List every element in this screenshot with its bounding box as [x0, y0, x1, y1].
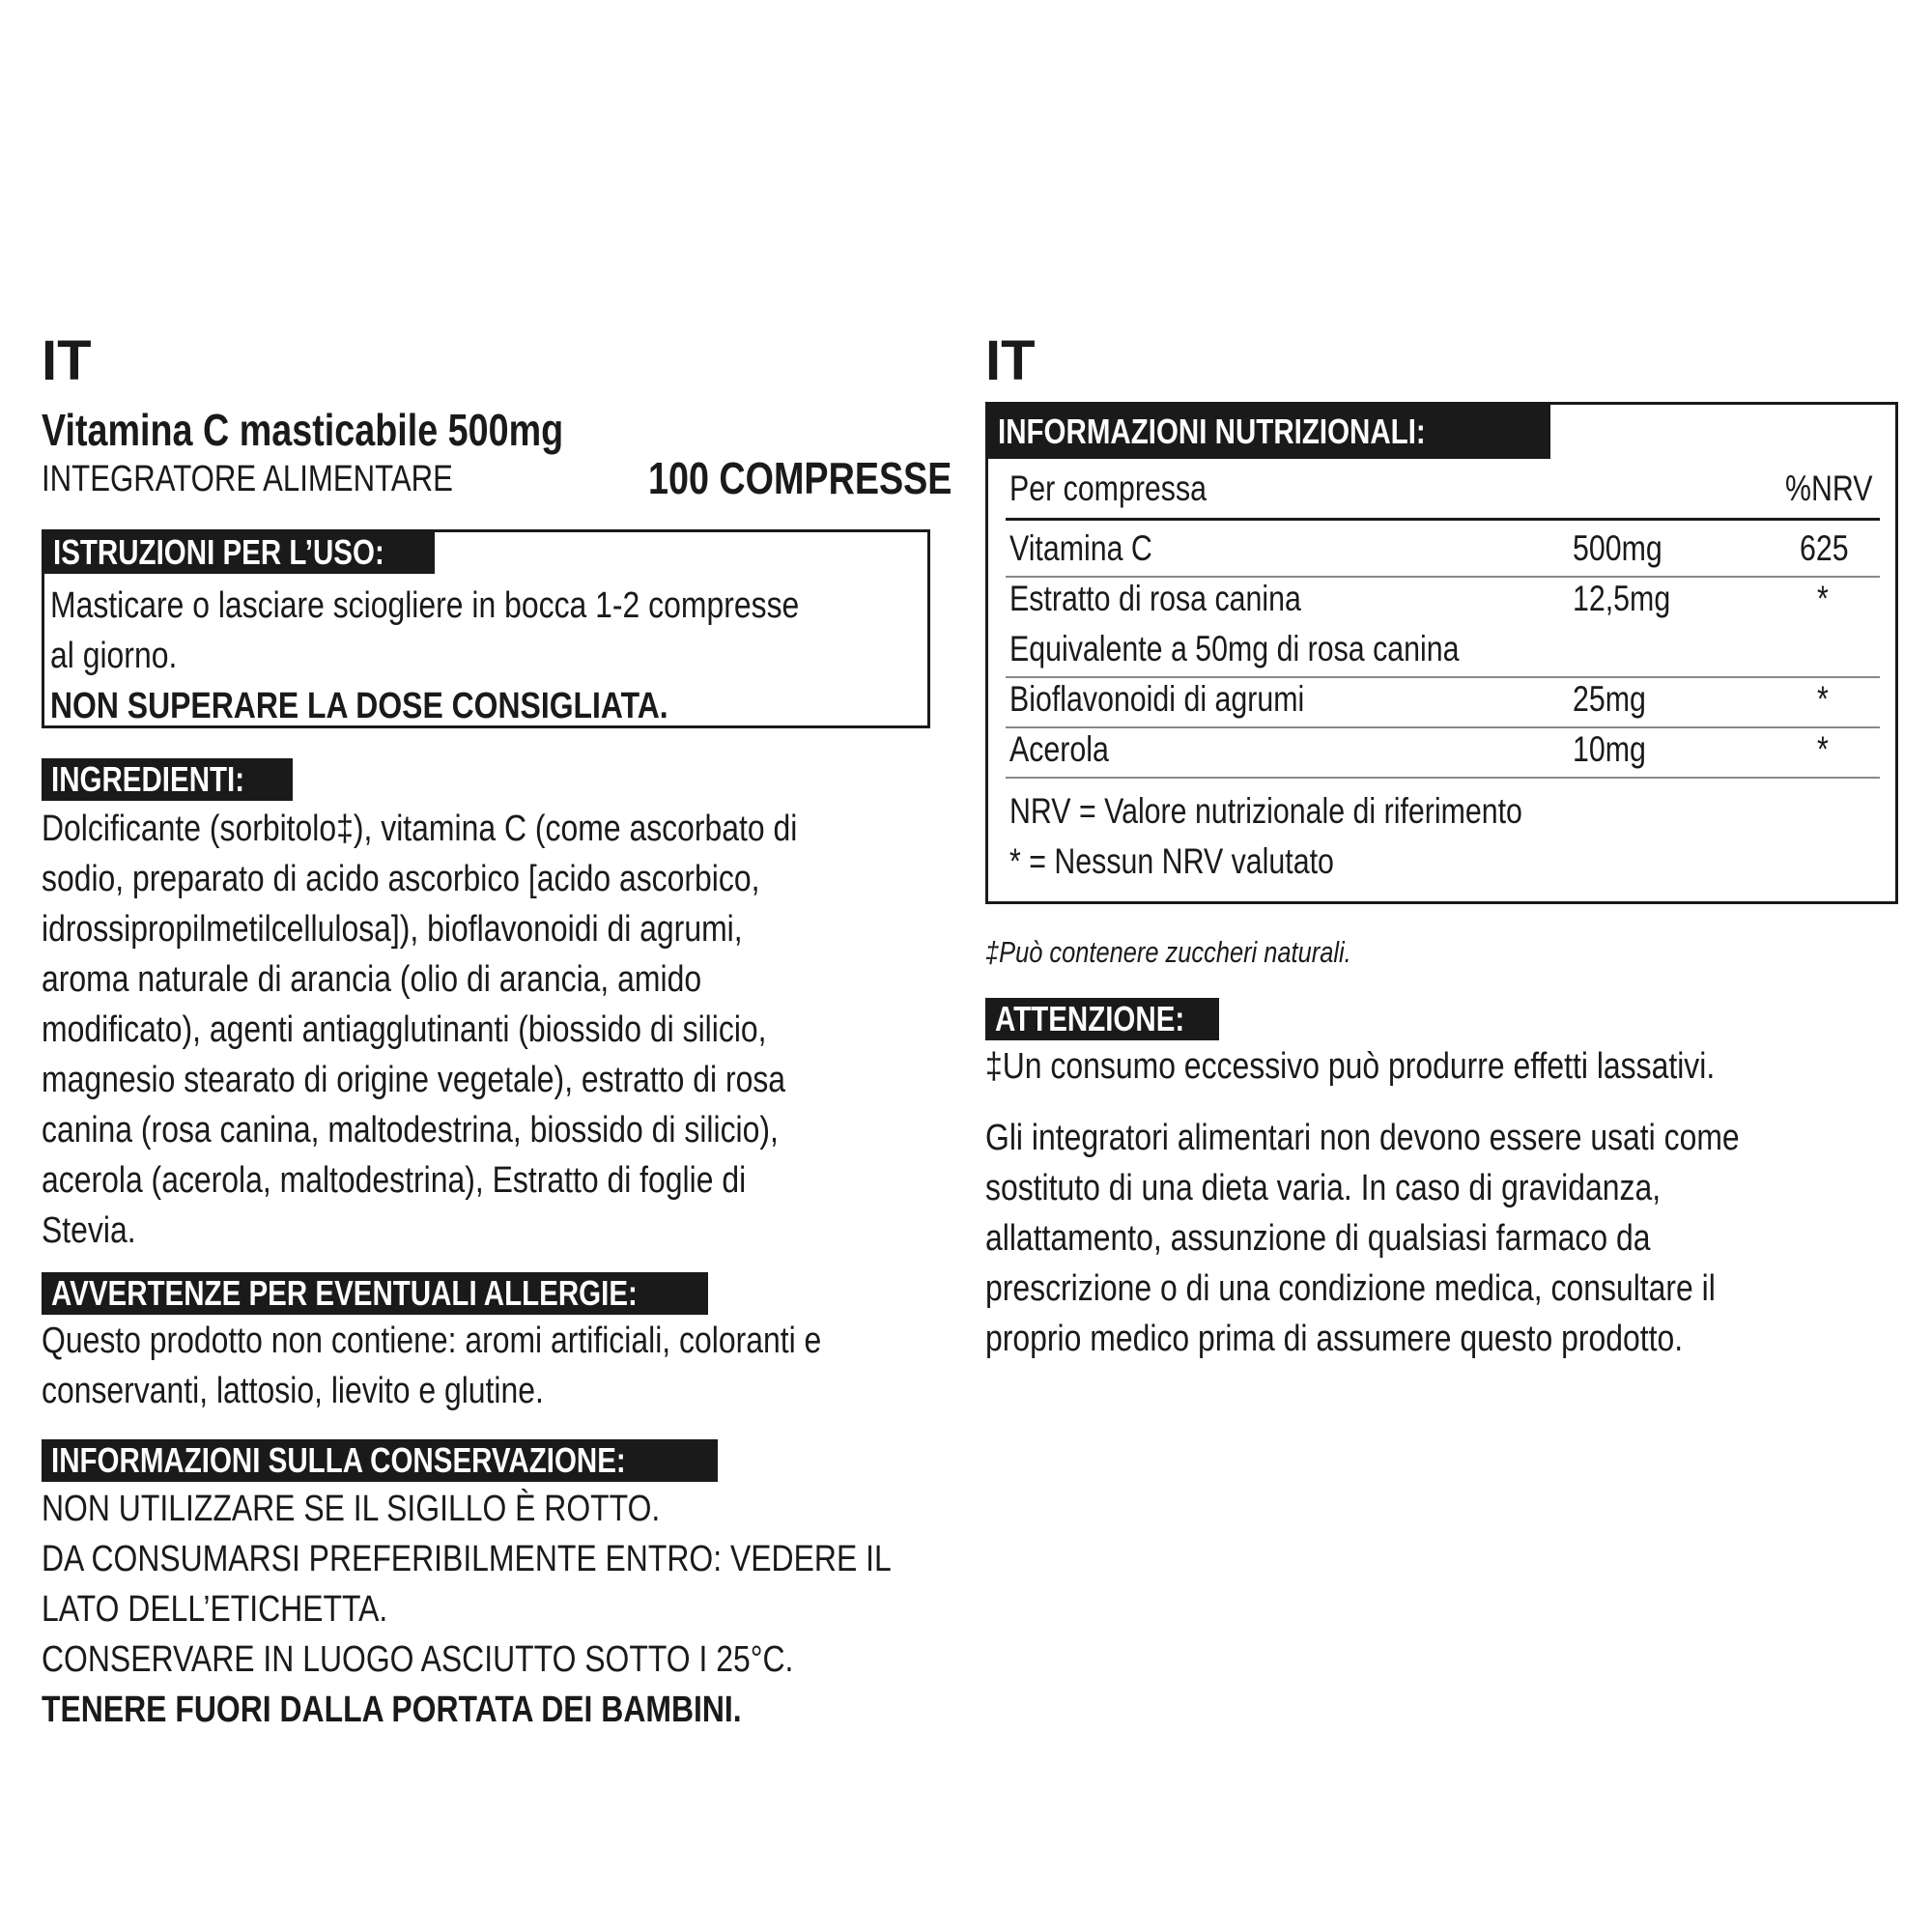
- text-line: DA CONSUMARSI PREFERIBILMENTE ENTRO: VEDERE IL: [42, 1539, 892, 1579]
- language-code: IT: [42, 329, 92, 392]
- text-line: prescrizione o di una condizione medica, consultare il: [985, 1268, 1716, 1309]
- text-line: Masticare o lasciare sciogliere in bocca 1-2 compresse: [50, 585, 800, 626]
- row-rule: [1006, 777, 1880, 779]
- text-line: acerola (acerola, maltodestrina), Estratto di foglie di: [42, 1160, 747, 1201]
- disclaimer-text: [985, 1113, 1883, 1364]
- storage-text: [42, 1484, 1053, 1735]
- instructions-box: [42, 529, 930, 728]
- text-line: al giorno.: [50, 636, 178, 676]
- instructions-text: [50, 581, 942, 731]
- text-line: NON UTILIZZARE SE IL SIGILLO È ROTTO.: [42, 1489, 661, 1529]
- ingredients-heading: INGREDIENTI:: [42, 758, 293, 801]
- text-line: Gli integratori alimentari non devono essere usati come: [985, 1118, 1740, 1158]
- text-line: Questo prodotto non contiene: aromi artificiali, coloranti e: [42, 1321, 822, 1361]
- text-line: modificato), agenti antiagglutinanti (biossido di silicio,: [42, 1009, 767, 1050]
- text-line: LATO DELL’ETICHETTA.: [42, 1589, 388, 1630]
- header-rule: [1006, 518, 1880, 521]
- row-rule: [1006, 576, 1880, 578]
- child-warning: TENERE FUORI DALLA PORTATA DEI BAMBINI.: [42, 1690, 742, 1730]
- row-rule: [1006, 726, 1880, 728]
- nrv-column-header: %NRV: [1785, 469, 1873, 508]
- text-line: CONSERVARE IN LUOGO ASCIUTTO SOTTO I 25°C.: [42, 1639, 794, 1680]
- tablet-count: 100 COMPRESSE: [648, 453, 952, 503]
- storage-heading: INFORMAZIONI SULLA CONSERVAZIONE:: [42, 1439, 718, 1482]
- text-line: proprio medico prima di assumere questo prodotto.: [985, 1319, 1684, 1359]
- text-line: sostituto di una dieta varia. In caso di gravidanza,: [985, 1168, 1662, 1208]
- allergy-text: [42, 1316, 970, 1416]
- text-line: magnesio stearato di origine vegetale), estratto di rosa: [42, 1060, 786, 1100]
- dosage-warning: NON SUPERARE LA DOSE CONSIGLIATA.: [50, 686, 668, 726]
- allergy-heading: AVVERTENZE PER EVENTUALI ALLERGIE:: [42, 1272, 708, 1315]
- text-line: sodio, preparato di acido ascorbico [acido ascorbico,: [42, 859, 760, 899]
- per-serving-label: Per compressa: [1009, 469, 1208, 508]
- text-line: conservanti, lattosio, lievito e glutine.: [42, 1371, 544, 1411]
- sugar-note: ‡Può contenere zuccheri naturali.: [985, 935, 1351, 969]
- nutrition-table: INFORMAZIONI NUTRIZIONALI: Per compressa %NRV Vitamina C 500mg 625 Estratto di rosa canina 12,5mg * Equivalente a 50mg di rosa canina Bioflavonoidi di agrumi 25mg * Acerola 10mg * NRV = Valore nutrizionale di riferimento * = Nessun NRV valutato: [985, 402, 1898, 904]
- instructions-heading: ISTRUZIONI PER L’USO:: [43, 531, 435, 574]
- row-rule: [1006, 676, 1880, 678]
- text-line: Dolcificante (sorbitolo‡), vitamina C (come ascorbato di: [42, 809, 798, 849]
- product-category: INTEGRATORE ALIMENTARE: [42, 459, 453, 499]
- nutrition-heading: INFORMAZIONI NUTRIZIONALI:: [988, 405, 1550, 459]
- rosehip-equivalent: Equivalente a 50mg di rosa canina: [1009, 629, 1460, 668]
- text-line: Stevia.: [42, 1210, 136, 1251]
- language-code: IT: [985, 329, 1036, 392]
- ingredients-text: [42, 804, 941, 1256]
- attention-heading: ATTENZIONE:: [985, 998, 1219, 1040]
- text-line: aroma naturale di arancia (olio di arancia, amido: [42, 959, 702, 1000]
- product-title: Vitamina C masticabile 500mg: [42, 405, 564, 455]
- text-line: ‡Un consumo eccessivo può produrre effetti lassativi.: [985, 1046, 1716, 1087]
- text-line: idrossipropilmetilcellulosa]), bioflavonoidi di agrumi,: [42, 909, 743, 950]
- text-line: allattamento, assunzione di qualsiasi farmaco da: [985, 1218, 1651, 1259]
- text-line: canina (rosa canina, maltodestrina, biossido di silicio),: [42, 1110, 779, 1151]
- attention-text: [985, 1041, 1854, 1092]
